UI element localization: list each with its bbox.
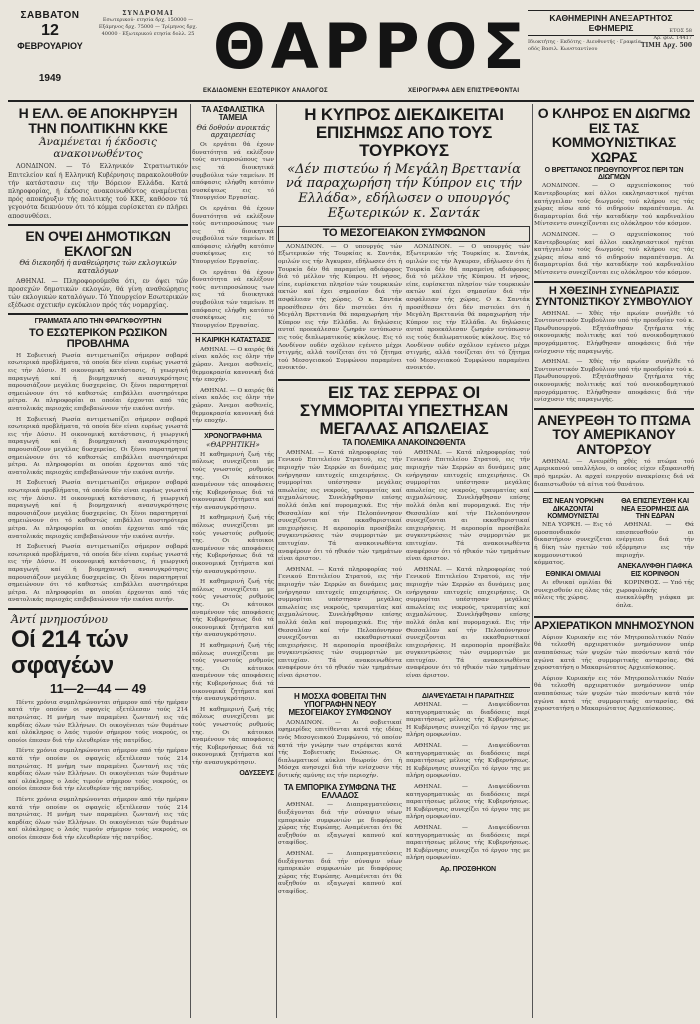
section-kicker: ΤΟ ΜΕΣΟΓΕΙΑΚΟΝ ΣΥΜΦΩΝΟΝ xyxy=(278,226,530,242)
article-body: ΑΘΗΝΑΙ. — Διαψεύδονται κατηγορηματικώς αι διαδόσεις περί παραιτήσεως μέλους τής Κυβερνήσεως. Η Κυβέρνησις συνεχίζει τό έργον της με πλήρη ομοφωνίαν. xyxy=(406,702,530,739)
article-body: ΑΘΗΝΑΙ. — Διαψεύδονται κατηγορηματικώς αι διαδόσεις περί παραιτήσεως μέλους τής Κυβερνήσεως. Η Κυβέρνησις συνεχίζει τό έργον της με πλήρη ομοφωνίαν. xyxy=(406,742,530,780)
article-headline: ΕΙΣ ΝΕΑΝ ΥΟΡΚΗΝ ΔΙΚΑΖΟΝΤΑΙ ΚΟΜΜΟΥΝΙΣΤΑΙ xyxy=(542,498,604,520)
article-headline: Η ΚΑΙΡΙΚΗ ΚΑΤΑΣΤΑΣΙΣ xyxy=(195,337,271,345)
article-body: Πέντε χρόνια συμπληρώνονται σήμερον από τήν ημέραν κατά τήν οποίαν οι σφαγείς εξετέλεσαν τούς 214 πατριώτας. Η μνήμη των παραμένει ζωντανή εις τάς καρδίας όλων τών Ελλήνων. Οι οικογένειαι τών θυμάτων καί ολόκληρος ο λαός τιμούν σήμερον τούς νεκρούς, οι οποίοι έπεσαν διά τήν ελευθερίαν τής πατρίδος. xyxy=(8,748,188,793)
divider xyxy=(534,408,694,410)
article-subheadline: Θά δοθούν ανοικτάς αρχαιρεσίας xyxy=(196,123,270,140)
divider xyxy=(534,492,694,493)
tagline-left: ΕΚΔΙΔΟΜΕΝΗ ΕΞΩΤΕΡΙΚΟΥ ΑΝΑΛΟΓΟΣ xyxy=(203,88,328,94)
article-subheadline: Θά διεκοηδή ή αναθεώρησις τών εκλογικών καταλόγων xyxy=(19,259,177,275)
article-body: ΑΘΗΝΑΙ. — Χθές τήν πρωίαν συνήλθε τό Συντονιστικόν Συμβούλιον υπό τήν προεδρίαν τού κ. Πρωθυπουργού. Εξητάσθησαν ζητήματα τής οικονομικής πολιτικής καί τού ανοικοδομητικού προγράμματος. Ελήφθησαν αποφάσεις διά τήν ενίσχυσιν τής παραγωγής. xyxy=(534,310,694,355)
article-body: ΚΟΡΙΝΘΟΣ. — Υπό τής χωροφυλακής ανεκαλύφθη γιάφκα με όπλα. xyxy=(616,579,694,609)
tagline-right: ΧΕΙΡΟΓΡΑΦΑ ΔΕΝ ΕΠΙΣΤΡΕΦΟΝΤΑΙ xyxy=(408,88,520,94)
article-body: Αι εθνικαί ομιλίαι θά συνεχισθούν εις όλας τάς πόλεις τής χώρας. xyxy=(534,580,612,602)
article-body: ΑΘΗΝΑΙ. — Κατά πληροφορίας τού Γενικού Επιτελείου Στρατού, εις τήν περιοχήν τών Σερρών αι δυνάμεις μας ενήργησαν επιτυχείς επιχειρήσεις. Οι συμμορίται υπέστησαν μεγάλας απωλείας εις νεκρούς, τραυματίας καί αιχμαλώτους. Συνελήφθησαν επίσης πολλά όπλα καί πυρομαχικά. Εις τήν Θεσσαλίαν καί τήν Πελοπόννησον συνεχίζονται αι εκκαθαριστικαί επιχειρήσεις. Η αεροπορία προσέβαλε συγκεντρώσεις τών συμμοριτών με επιτυχίαν. Τά ανακοινωθέντα αναφέρουν ότι τό ηθικόν τών τμημάτων είναι άριστον. xyxy=(278,449,402,563)
daily-info-text: Ιδιοκτήτης · Εκδότης · Διευθυντής · Γραφεία: οδός Βασιλ. Κωνσταντίνου xyxy=(528,39,643,52)
article-body: Η Σοβιετική Ρωσία αντιμετωπίζει σήμερον σοβαρά εσωτερικά προβλήματα, τά οποία δέν είναι ευρέως γνωστά εις τήν Δύσιν. Η οικονομική κατάστασις, ή γεωργική παραγωγή καί ή βιομηχανική ανασυγκρότησις παρουσιάζουν μεγάλας δυσχερείας. Οι ξένοι παρατηρηταί σημειώνουν ότι τό καθεστώς επιβάλλει αυστηρότερα μέτρα. Αι πληροφορίαι αι οποίαι έρχονται από τάς ανατολικάς περιοχάς επιβεβαιώνουν τήν εικόνα αυτήν. xyxy=(8,544,188,604)
article-body: Η καθημερινή ζωή τής πόλεως συνεχίζεται με τούς γνωστούς ρυθμούς της. Οι κάτοικοι αναμένουν τάς αποφάσεις τής Κυβερνήσεως διά τά οικονομικά ζητήματα καί τήν ανασυγκρότησιν. xyxy=(192,451,274,511)
section-kicker: ΓΡΑΜΜΑΤΑ ΑΠΟ ΤΗΝ ΦΡΑΓΚΦΟΥΡΤΗΝ xyxy=(34,318,162,326)
article-body: ΑΘΗΝΑΙ. — Θά επισπευσθούν αι ενέργειαι διά τήν εξόρμησιν εις τήν περιοχήν. xyxy=(616,522,694,559)
two-column-text xyxy=(278,244,530,376)
article-body: ΑΘΗΝΑΙ. — Πληροφορούμεθα ότι, εν όψει τών προσεχών δημοτικών εκλογών, θά γίνη αναθεώρησις τών εκλογικών καταλόγων. Τό Υπουργείον Εσωτερικών εξέδωσε σχετικήν εγκύκλιον πρός τάς νομαρχίας. xyxy=(8,277,188,310)
daily-title: ΚΑΘΗΜΕΡΙΝΗ ΑΝΕΞΑΡΤΗΤΟΣ ΕΦΗΜΕΡΙΣ xyxy=(528,10,694,36)
article-signature: ΟΔΥΣΣΕΥΣ xyxy=(239,770,274,778)
article-body: Οι εργάται θά έχουν δυνατότητα νά εκλέξουν τούς αντιπροσώπους των εις τά διοικητικά συμβούλια τών ταμείων. Η απόφασις ελήφθη κατόπιν συσκέψεως εις τό Υπουργείον Εργασίας. xyxy=(192,205,274,266)
divider xyxy=(278,379,530,381)
date-number: 12 xyxy=(41,22,59,39)
divider xyxy=(278,687,530,688)
article-headline: ΑΡΧΙΕΡΑΤΙΚΟΝ ΜΝΗΜΟΣΥΝΟΝ xyxy=(534,620,694,633)
article-body: ΝΕΑ ΥΟΡΚΗ. — Εις τό ομοσπονδιακόν δικαστήριον συνεχίζεται ή δίκη τών ηγετών τού κομμουνιστικού κόμματος. xyxy=(534,522,612,567)
article-body: ΑΘΗΝΑΙ. — Ο καιρός θά είναι καλός εις όλην τήν χώραν. Άνεμοι ασθενείς, θερμοκρασία κανονική διά τήν εποχήν. xyxy=(192,387,274,425)
column-divider xyxy=(190,104,191,1018)
article-body: Αύριον Κυριακήν εις τόν Μητροπολιτικόν Ναόν θά τελεσθή αρχιερατικόν μνημόσυνον υπέρ αναπαύσεως τών ψυχών τών πεσόντων κατά τόν αγώνα κατά τής συμμοριτικής ανταρσίας. Θά χοροστατήση ο Μακαριώτατος Αρχιεπίσκοπος. xyxy=(534,675,694,713)
article-body: Οι εργάται θά έχουν δυνατότητα νά εκλέξουν τούς αντιπροσώπους των εις τά διοικητικά συμβούλια τών ταμείων. Η απόφασις ελήφθη κατόπιν συσκέψεως εις τό Υπουργείον Εργασίας. xyxy=(192,269,274,329)
column-2 xyxy=(192,104,274,1018)
section-kicker: ΤΑ ΠΟΛΕΜΙΚΑ ΑΝΑΚΟΙΝΩΘΕΝΤΑ xyxy=(342,438,466,448)
article-body: Η καθημερινή ζωή τής πόλεως συνεχίζεται με τούς γνωστούς ρυθμούς της. Οι κάτοικοι αναμένουν τάς αποφάσεις τής Κυβερνήσεως διά τά οικονομικά ζητήματα καί τήν ανασυγκρότησιν. xyxy=(192,579,274,639)
memorial-headline: Οί 214 τών σφαγέων xyxy=(11,625,129,679)
article-headline: ΔΙΑΨΕΥΔΕΤΑΙ Η ΠΑΡΑΙΤΗΣΙΣ xyxy=(422,692,514,700)
article-subheadline: Άναμένεται ή έκδοσις ανακοινωθέντος xyxy=(39,136,157,160)
article-body: ΑΘΗΝΑΙ. — Κατά πληροφορίας τού Γενικού Επιτελείου Στρατού, εις τήν περιοχήν τών Σερρών αι δυνάμεις μας ενήργησαν επιτυχείς επιχειρήσεις. Οι συμμορίται υπέστησαν μεγάλας απωλείας εις νεκρούς, τραυματίας καί αιχμαλώτους. Συνελήφθησαν επίσης πολλά όπλα καί πυρομαχικά. Εις τήν Θεσσαλίαν καί τήν Πελοπόννησον συνεχίζονται αι εκκαθαριστικαί επιχειρήσεις. Η αεροπορία προσέβαλε συγκεντρώσεις τών συμμοριτών με επιτυχίαν. Τά ανακοινωθέντα αναφέρουν ότι τό ηθικόν τών τμημάτων είναι άριστον. xyxy=(278,566,402,680)
memorial-dates: 11—2—44 — 49 xyxy=(49,680,147,696)
article-body: ΑΘΗΝΑΙ. — Διαψεύδονται κατηγορηματικώς αι διαδόσεις περί παραιτήσεως μέλους τής Κυβερνήσεως. Η Κυβέρνησις συνεχίζει τό έργον της με πλήρη ομοφωνίαν. xyxy=(406,824,530,862)
article-body: Οι εργάται θά έχουν δυνατότητα νά εκλέξουν τούς αντιπροσώπους των εις τά διοικητικά συμβούλια τών ταμείων. Η απόφασις ελήφθη κατόπιν συσκέψεως εις τό Υπουργείον Εργασίας. xyxy=(192,142,274,202)
article-body: ΑΘΗΝΑΙ. — Ανευρέθη χθές τό πτώμα τού Αμερικανού υπαλλήλου, ο οποίος είχεν εξαφανισθή πρό ημερών. Αι αρχαί ενεργούν ανακρίσεις διά νά διαπιστωθούν τά αίτια τού θανάτου. xyxy=(534,458,694,488)
issue-number: Αρ. φύλ. 14417 xyxy=(653,35,692,41)
column-3 xyxy=(278,104,530,1018)
article-body: ΛΟΝΔΙΝΟΝ. — Ο υπουργός τών Εξωτερικών τής Τουρκίας κ. Σαντάκ, ομιλών εις τήν Άγκυραν, εδήλωσεν ότι ή Τουρκία δέν θά παραμείνη αδιάφορος διά τό μέλλον τής Κύπρου. Η νήσος, είπε, ευρίσκεται πλησίον τών τουρκικών ακτών καί έχει σημασίαν διά τήν ασφάλειαν τής χώρας. Ο κ. Σαντάκ προσέθεσεν ότι δέν πιστεύει ότι ή Μεγάλη Βρεττανία θά παραχωρήση τήν Κύπρον εις τήν Ελλάδα. Αι δηλώσεις αυταί προεκάλεσαν ζωηράν εντύπωσιν εις τούς διπλωματικούς κύκλους. Εις τό Λονδίνον ουδέν σχόλιον εγένετο μέχρι στιγμής, αλλά τονίζεται ότι τό ζήτημα τού Μεσογειακού Συμφώνου παραμένει ανοικτόν. xyxy=(278,243,402,372)
lead-headline: Η ΚΥΠΡΟΣ ΔΙΕΚΔΙΚΕΙΤΑΙ ΕΠΙΣΗΜΩΣ ΑΠΟ ΤΟΥΣ ΤΟΥΡΚΟΥΣ xyxy=(304,105,504,160)
divider xyxy=(8,313,188,315)
masthead-rule xyxy=(8,100,694,102)
article-headline: ΑΝΕΥΡΕΘΗ ΤΟ ΠΤΩΜΑ ΤΟΥ ΑΜΕΡΙΚΑΝΟΥ ΑΝΤΟΡΣΟΥ xyxy=(537,411,691,458)
article-headline: ΕΙΣ ΤΑΣ ΣΕΡΡΑΣ ΟΙ ΣΥΜΜΟΡΙΤΑΙ ΥΠΕΣΤΗΣΑΝ ΜΕΓΑΛΑΣ ΑΠΩΛΕΙΑΣ xyxy=(299,382,509,438)
article-body: Η Σοβιετική Ρωσία αντιμετωπίζει σήμερον σοβαρά εσωτερικά προβλήματα, τά οποία δέν είναι ευρέως γνωστά εις τήν Δύσιν. Η οικονομική κατάστασις, ή γεωργική παραγωγή καί ή βιομηχανική ανασυγκρότησις παρουσιάζουν μεγάλας δυσχερείας. Οι ξένοι παρατηρηταί σημειώνουν ότι τό καθεστώς επιβάλλει αυστηρότερα μέτρα. Αι πληροφορίαι αι οποίαι έρχονται από τάς ανατολικάς περιοχάς επιβεβαιώνουν τήν εικόνα αυτήν. xyxy=(8,480,188,540)
date-year: 1949 xyxy=(38,73,62,84)
issue-price: ΤΙΜΗ Δρχ. 500 xyxy=(641,42,692,49)
article-body: ΑΘΗΝΑΙ. — Διαψεύδονται κατηγορηματικώς αι διαδόσεις περί παραιτήσεως μέλους τής Κυβερνήσεως. Η Κυβέρνησις συνεχίζει τό έργον της με πλήρη ομοφωνίαν. xyxy=(406,783,530,821)
divider xyxy=(8,608,188,610)
article-headline: ΑΝΕΚΑΛΥΦΘΗ ΓΙΑΦΚΑ ΕΙΣ ΚΟΡΙΝΘΟΝ xyxy=(617,563,693,578)
article-subheadline: Ο ΒΡΕΤΤΑΝΟΣ ΠΡΩΘΥΠΟΥΡΓΟΣ ΠΕΡΙ ΤΩΝ ΔΙΩΓΜΩΝ xyxy=(544,166,684,182)
two-column-text xyxy=(278,450,530,684)
article-body: Αύριον Κυριακήν εις τόν Μητροπολιτικόν Ναόν θά τελεσθή αρχιερατικόν μνημόσυνον υπέρ αναπαύσεως τών ψυχών τών πεσόντων κατά τόν αγώνα κατά τής συμμοριτικής ανταρσίας. Θά χοροστατήση ο Μακαριώτατος Αρχιεπίσκοπος. xyxy=(534,634,694,672)
article-body: ΑΘΗΝΑΙ. — Ο καιρός θά είναι καλός εις όλην τήν χώραν. Άνεμοι ασθενείς, θερμοκρασία κανονική διά τήν εποχήν. xyxy=(192,346,274,384)
column-divider xyxy=(532,104,533,1018)
article-headline: ΘΑ ΕΠΙΣΠΕΥΣΘΗ ΚΑΙ ΝΕΑ ΕΞΟΡΜΗΣΙΣ ΔΙΑ ΤΗΝ ΕΔΡΑΝ xyxy=(621,498,689,520)
newspaper-logo: ΘΑΡΡΟΣ xyxy=(213,10,530,83)
article-body: Η Σοβιετική Ρωσία αντιμετωπίζει σήμερον σοβαρά εσωτερικά προβλήματα, τά οποία δέν είναι ευρέως γνωστά εις τήν Δύσιν. Η οικονομική κατάστασις, ή γεωργική παραγωγή καί ή βιομηχανική ανασυγκρότησις παρουσιάζουν μεγάλας δυσχερείας. Οι ξένοι παρατηρηταί σημειώνουν ότι τό καθεστώς επιβάλλει αυστηρότερα μέτρα. Αι πληροφορίαι αι οποίαι έρχονται από τάς ανατολικάς περιοχάς επιβεβαιώνουν τήν εικόνα αυτήν. xyxy=(8,416,188,476)
article-body: ΛΟΝΔΙΝΟΝ. — Ο αρχιεπίσκοπος τού Καντερβουρίας καί άλλοι εκκλησιαστικοί ηγέται κατήγγειλαν τούς διωγμούς τού κλήρου εις τάς χώρας πίσω από τό σιδηρούν παραπέτασμα. Αι διαμαρτυρίαι διά τήν καταδίκην τού καρδιναλίου Μίντσεντυ συνεχίζονται εις ολόκληρον τόν κόσμον. xyxy=(534,183,694,228)
memorial-feature xyxy=(8,613,188,696)
divider xyxy=(192,333,274,334)
article-body: ΑΘΗΝΑΙ. — Κατά πληροφορίας τού Γενικού Επιτελείου Στρατού, εις τήν περιοχήν τών Σερρών αι δυνάμεις μας ενήργησαν επιτυχείς επιχειρήσεις. Οι συμμορίται υπέστησαν μεγάλας απωλείας εις νεκρούς, τραυματίας καί αιχμαλώτους. Συνελήφθησαν επίσης πολλά όπλα καί πυρομαχικά. Εις τήν Θεσσαλίαν καί τήν Πελοπόννησον συνεχίζονται αι εκκαθαριστικαί επιχειρήσεις. Η αεροπορία προσέβαλε συγκεντρώσεις τών συμμοριτών με επιτυχίαν. Τά ανακοινωθέντα αναφέρουν ότι τό ηθικόν τών τμημάτων είναι άριστον. xyxy=(406,449,530,563)
masthead xyxy=(8,8,694,100)
memorial-kicker: Άντί μνημοσύνου xyxy=(11,612,108,626)
issue-numbers xyxy=(641,28,692,50)
divider xyxy=(534,616,694,618)
article-body: ΛΟΝΔΙΝΟΝ. — Ο αρχιεπίσκοπος τού Καντερβουρίας καί άλλοι εκκλησιαστικοί ηγέται κατήγγειλαν τούς διωγμούς τού κλήρου εις τάς χώρας πίσω από τό σιδηρούν παραπέτασμα. Αι διαμαρτυρίαι διά τήν καταδίκην τού καρδιναλίου Μίντσεντυ συνεχίζονται εις ολόκληρον τόν κόσμον. xyxy=(534,232,694,276)
article-headline: Η ΕΛΛ. ΘΕ ΑΠΟΚΗΡΥΞΗ ΤΗΝ ΠΟΛΙΤΙΚΗΝ ΚΚΕ xyxy=(18,105,178,136)
article-headline: ΤΟ ΕΣΩΤΕΡΙΚΟΝ ΡΩΣΙΚΟΝ ΠΡΟΒΛΗΜΑ xyxy=(29,326,167,351)
article-body: Πέντε χρόνια συμπληρώνονται σήμερον από τήν ημέραν κατά τήν οποίαν οι σφαγείς εξετέλεσαν τούς 214 πατριώτας. Η μνήμη των παραμένει ζωντανή εις τάς καρδίας όλων τών Ελλήνων. Οι οικογένειαι τών θυμάτων καί ολόκληρος ο λαός τιμούν σήμερον τούς νεκρούς, οι οποίοι έπεσαν διά τήν ελευθερίαν τής πατρίδος. xyxy=(8,699,188,744)
divider xyxy=(534,281,694,283)
two-column-text xyxy=(278,691,530,900)
subscriptions-text: Εσωτερικού· ετησία δρχ. 150000 — Εξάμηνος δρχ. 75000 — Τρίμηνος δρχ. 40000 · Εξωτερικού ετησία δολλ. 25 xyxy=(98,17,198,37)
daily-info-box xyxy=(528,10,694,53)
article-headline: ΧΡΟΝΟΓΡΑΦΗΜΑ xyxy=(204,432,262,440)
date-month: ΦΕΒΡΟΥΑΡΙΟΥ xyxy=(17,41,83,51)
divider xyxy=(8,224,188,226)
article-headline: ΤΑ ΑΣΦΑΛΙΣΤΙΚΑ ΤΑΜΕΙΑ xyxy=(201,105,265,123)
lead-subheadline: «Δέν πιστεύω ή Μεγάλη Βρεττανία νά παραχωρήση τήν Κύπρον εις τήν Ελλάδα», εδήλωσεν ο υπουργός Εξωτερικών κ. Σαντάκ xyxy=(285,161,523,222)
article-headline: Ο ΚΛΗΡΟΣ ΕΝ ΔΙΩΓΜΩ ΕΙΣ ΤΑΣ ΚΟΜΜΟΥΝΙΣΤΙΚΑΣ ΧΩΡΑΣ xyxy=(537,105,691,166)
column-4 xyxy=(534,104,694,1018)
date-day: ΣΑΒΒΑΤΟΝ xyxy=(20,10,80,21)
article-body: ΑΘΗΝΑΙ. — Κατά πληροφορίας τού Γενικού Επιτελείου Στρατού, εις τήν περιοχήν τών Σερρών αι δυνάμεις μας ενήργησαν επιτυχείς επιχειρήσεις. Οι συμμορίται υπέστησαν μεγάλας απωλείας εις νεκρούς, τραυματίας καί αιχμαλώτους. Συνελήφθησαν επίσης πολλά όπλα καί πυρομαχικά. Εις τήν Θεσσαλίαν καί τήν Πελοπόννησον συνεχίζονται αι εκκαθαριστικαί επιχειρήσεις. Η αεροπορία προσέβαλε συγκεντρώσεις τών συμμοριτών με επιτυχίαν. Τά ανακοινωθέντα αναφέρουν ότι τό ηθικόν τών τμημάτων είναι άριστον. xyxy=(406,566,530,680)
subscriptions-box xyxy=(98,10,198,38)
article-headline: ΕΘΝΙΚΑΙ ΟΜΙΛΙΑΙ xyxy=(545,570,601,578)
issue-year: ΕΤΟΣ 58 xyxy=(669,28,692,34)
date-box xyxy=(10,10,90,84)
divider xyxy=(192,429,274,430)
column-1 xyxy=(8,104,188,1018)
two-column-text xyxy=(534,496,694,613)
article-body: ΛΟΝΔΙΝΟΝ. — Ο υπουργός τών Εξωτερικών τής Τουρκίας κ. Σαντάκ, ομιλών εις τήν Άγκυραν, εδήλωσεν ότι ή Τουρκία δέν θά παραμείνη αδιάφορος διά τό μέλλον τής Κύπρου. Η νήσος, είπε, ευρίσκεται πλησίον τών τουρκικών ακτών καί έχει σημασίαν διά τήν ασφάλειαν τής χώρας. Ο κ. Σαντάκ προσέθεσεν ότι δέν πιστεύει ότι ή Μεγάλη Βρεττανία θά παραχωρήση τήν Κύπρον εις τήν Ελλάδα. Αι δηλώσεις αυταί προεκάλεσαν ζωηράν εντύπωσιν εις τούς διπλωματικούς κύκλους. Εις τό Λονδίνον ουδέν σχόλιον εγένετο μέχρι στιγμής, αλλά τονίζεται ότι τό ζήτημα τού Μεσογειακού Συμφώνου παραμένει ανοικτόν. xyxy=(406,243,530,372)
newspaper-page xyxy=(8,8,694,1018)
article-subheadline: «ΘΑΡΡΗΤΙΚΗ» xyxy=(206,441,260,450)
article-body: Η Σοβιετική Ρωσία αντιμετωπίζει σήμερον σοβαρά εσωτερικά προβλήματα, τά οποία δέν είναι ευρέως γνωστά εις τήν Δύσιν. Η οικονομική κατάστασις, ή γεωργική παραγωγή καί ή βιομηχανική ανασυγκρότησις παρουσιάζουν μεγάλας δυσχερείας. Οι ξένοι παρατηρηταί σημειώνουν ότι τό καθεστώς επιβάλλει αυστηρότερα μέτρα. Αι πληροφορίαι αι οποίαι έρχονται από τάς ανατολικάς περιοχάς επιβεβαιώνουν τήν εικόνα αυτήν. xyxy=(8,352,188,413)
article-body: ΑΘΗΝΑΙ. — Διαπραγματεύσεις διεξάγονται διά τήν σύναψιν νέων εμπορικών συμφωνιών με διαφόρους χώρας τής Ευρώπης. Αναμένεται ότι θά αυξηθούν αι εξαγωγαί καπνού καί σταφίδος. xyxy=(278,850,402,895)
subscriptions-header: ΣΥΝΔΡΟΜΑΙ xyxy=(122,10,174,17)
article-body: ΛΟΝΔΙΝΟΝ. — Αι σοβιετικαί εφημερίδες επιτίθενται κατά τής ιδέας ενός Μεσογειακού Συμφώνου, τό οποίον κατά τήν γνώμην των στρέφεται κατά τής Σοβιετικής Ενώσεως. Οι διπλωματικοί κύκλοι θεωρούν ότι ή Μόσχα ανησυχεί διά τήν ενίσχυσιν τής δυτικής αμύνης εις τήν περιοχήν. xyxy=(278,719,402,779)
article-body: Η καθημερινή ζωή τής πόλεως συνεχίζεται με τούς γνωστούς ρυθμούς της. Οι κάτοικοι αναμένουν τάς αποφάσεις τής Κυβερνήσεως διά τά οικονομικά ζητήματα καί τήν ανασυγκρότησιν. xyxy=(192,642,274,703)
footer-note: Αρ. ΠΡΟΣΘΗΚΟΝ xyxy=(440,865,496,873)
article-body: ΑΘΗΝΑΙ. — Διαπραγματεύσεις διεξάγονται διά τήν σύναψιν νέων εμπορικών συμφωνιών με διαφόρους χώρας τής Ευρώπης. Αναμένεται ότι θά αυξηθούν αι εξαγωγαί καπνού καί σταφίδος. xyxy=(278,802,402,847)
article-body: ΛΟΝΔΙΝΟΝ. — Τό Ελληνικόν Στρατιωτικόν Επιτελείον καί ή Ελληνική Κυβέρνησις παρακολουθούν τήν κατάστασιν εις τήν Βόρειον Ελλάδα. Κατά πληροφορίας, ή έκδοσις ανακοινωθέντος αναμένεται πρός αποκήρυξιν τής πολιτικής τού ΚΚΕ, καθόσον τά γεγονότα δεικνύουν ότι τό κόμμα ευρίσκεται εν πλήρει αποσυνθέσει. xyxy=(8,163,188,220)
article-body: ΑΘΗΝΑΙ. — Χθές τήν πρωίαν συνήλθε τό Συντονιστικόν Συμβούλιον υπό τήν προεδρίαν τού κ. Πρωθυπουργού. Εξητάσθησαν ζητήματα τής οικονομικής πολιτικής καί τού ανοικοδομητικού προγράμματος. Ελήφθησαν αποφάσεις διά τήν ενίσχυσιν τής παραγωγής. xyxy=(534,359,694,404)
article-headline: Η ΧΘΕΣΙΝΗ ΣΥΝΕΔΡΙΑΣΙΣ ΣΥΝΤΟΝΙΣΤΙΚΟΥ ΣΥΜΒΟΥΛΙΟΥ xyxy=(535,284,693,309)
article-body: Πέντε χρόνια συμπληρώνονται σήμερον από τήν ημέραν κατά τήν οποίαν οι σφαγείς εξετέλεσαν τούς 214 πατριώτας. Η μνήμη των παραμένει ζωντανή εις τάς καρδίας όλων τών Ελλήνων. Οι οικογένειαι τών θυμάτων καί ολόκληρος ο λαός τιμούν σήμερον τούς νεκρούς, οι οποίοι έπεσαν διά τήν ελευθερίαν τής πατρίδος. xyxy=(8,797,188,841)
article-headline: ΕΝ ΟΨΕΙ ΔΗΜΟΤΙΚΩΝ ΕΚΛΟΓΩΝ xyxy=(25,227,171,259)
column-divider xyxy=(276,104,277,1018)
article-body: Η καθημερινή ζωή τής πόλεως συνεχίζεται με τούς γνωστούς ρυθμούς της. Οι κάτοικοι αναμένουν τάς αποφάσεις τής Κυβερνήσεως διά τά οικονομικά ζητήματα καί τήν ανασυγκρότησιν. xyxy=(192,515,274,575)
article-headline: ΤΑ ΕΜΠΟΡΙΚΑ ΣΥΜΦΩΝΑ ΤΗΣ ΕΛΛΑΔΟΣ xyxy=(283,782,397,800)
article-body: Η καθημερινή ζωή τής πόλεως συνεχίζεται με τούς γνωστούς ρυθμούς της. Οι κάτοικοι αναμένουν τάς αποφάσεις τής Κυβερνήσεως διά τά οικονομικά ζητήματα καί τήν ανασυγκρότησιν. xyxy=(192,706,274,766)
article-headline: Η ΜΟΣΧΑ ΦΟΒΕΙΤΑΙ ΤΗΝ ΥΠΟΓΡΑΦΗΝ ΝΕΟΥ ΜΕΣΟΓΕΙΑΚΟΥ ΣΥΜΦΩΝΟΥ xyxy=(288,691,392,718)
